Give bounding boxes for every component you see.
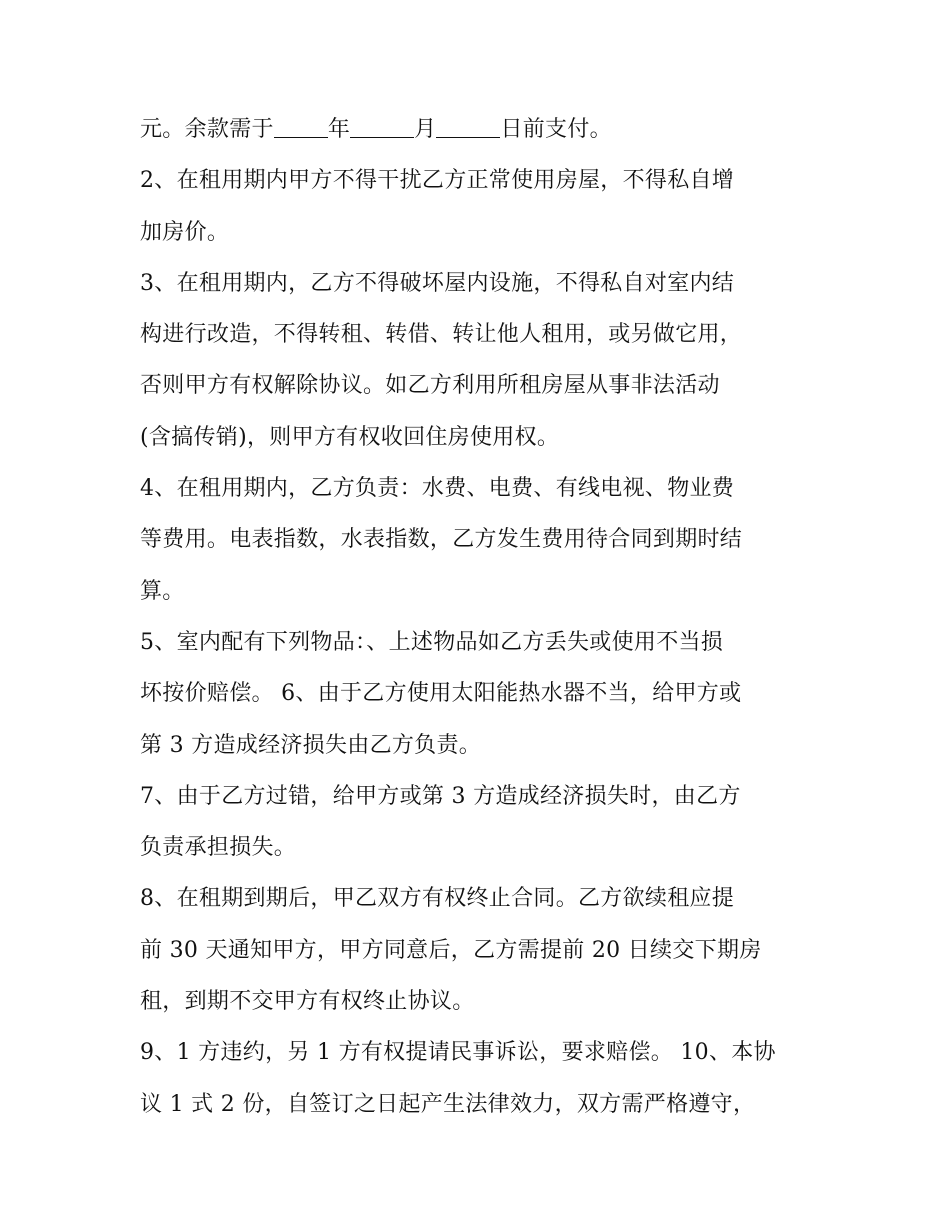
paragraph-line: 算。 — [140, 578, 185, 604]
payment-deadline-line — [140, 104, 820, 155]
paragraph-line: 坏按价赔偿。 6、由于乙方使用太阳能热水器不当，给甲方或 — [140, 681, 742, 707]
paragraph-line: 负责承担损失。 — [140, 835, 297, 861]
contract-text-body — [140, 104, 820, 1130]
text-fragment: 月 — [414, 117, 437, 142]
paragraph-line: 2、在租用期内甲方不得干扰乙方正常使用房屋，不得私自增 — [140, 168, 735, 194]
day-blank — [436, 115, 500, 138]
paragraph-line: 3、在租用期内，乙方不得破坏屋内设施，不得私自对室内结 — [140, 270, 735, 296]
paragraph-line: 议 1 式 2 份，自签订之日起产生法律效力，双方需严格遵守， — [140, 1091, 756, 1117]
text-fragment: 元。余款需于 — [140, 117, 274, 142]
paragraph-line: (含搞传销)，则甲方有权收回住房使用权。 — [140, 424, 560, 450]
text-fragment: 年 — [327, 117, 351, 142]
month-blank — [350, 115, 414, 138]
paragraph-line: 加房价。 — [140, 219, 230, 245]
text-fragment: 日前支付。 — [500, 117, 612, 142]
paragraph-line: 4、在租用期内，乙方负责：水费、电费、有线电视、物业费 — [140, 476, 735, 502]
paragraph-line: 构进行改造，不得转租、转借、转让他人租用，或另做它用， — [140, 322, 743, 348]
paragraph-line: 8、在租期到期后，甲乙双方有权终止合同。乙方欲续租应提 — [140, 886, 735, 912]
paragraph-line: 7、由于乙方过错，给甲方或第 3 方造成经济损失时，由乙方 — [140, 783, 741, 809]
year-blank — [274, 115, 328, 138]
paragraph-line: 第 3 方造成经济损失由乙方负责。 — [140, 732, 482, 758]
paragraph-line: 前 30 天通知甲方，甲方同意后，乙方需提前 20 日续交下期房 — [140, 937, 762, 963]
paragraph-line: 租，到期不交甲方有权终止协议。 — [140, 989, 475, 1015]
paragraph-line: 等费用。电表指数，水表指数，乙方发生费用待合同到期时结 — [140, 527, 743, 553]
paragraph-line: 否则甲方有权解除协议。如乙方利用所租房屋从事非法活动 — [140, 373, 720, 399]
paragraph-line: 5、室内配有下列物品：、上述物品如乙方丢失或使用不当损 — [140, 629, 724, 655]
paragraph-line: 9、1 方违约，另 1 方有权提请民事诉讼，要求赔偿。 10、本协 — [140, 1040, 776, 1066]
